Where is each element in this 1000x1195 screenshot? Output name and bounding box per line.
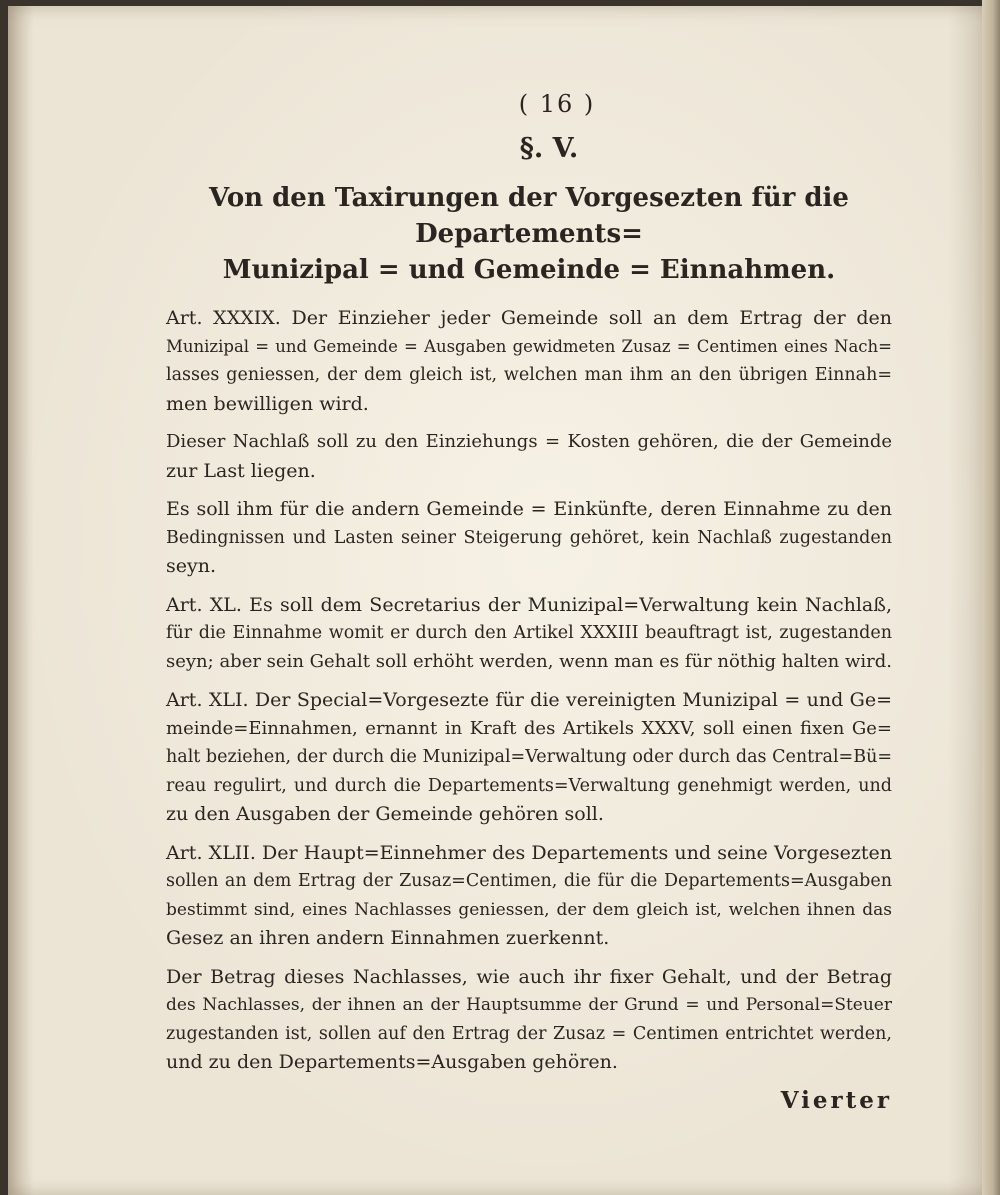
- text-line: Art. XLII. Der Haupt=Einnehmer des Departements und seine Vorgesezten: [166, 841, 892, 864]
- paragraph-betrag: [166, 963, 892, 1077]
- text-line: Der Betrag dieses Nachlasses, wie auch ihr fixer Gehalt, und der Betrag: [166, 965, 892, 988]
- text-line: Munizipal = und Gemeinde = Ausgaben gewidmeten Zusaz = Centimen eines Nach=: [166, 336, 892, 356]
- section-heading: §. V.: [519, 133, 579, 164]
- text-line: halt beziehen, der durch die Munizipal=Verwaltung oder durch das Central=Bü=: [166, 747, 892, 767]
- paragraph-einkuenfte: [166, 495, 892, 581]
- text-line: seyn.: [166, 555, 217, 577]
- text-line: Bedingnissen und Lasten seiner Steigerung gehöret, kein Nachlaß zugestanden: [166, 527, 892, 548]
- text-line: zu den Ausgaben der Gemeinde gehören soll.: [166, 803, 604, 825]
- page-number: ( 16 ): [518, 90, 596, 118]
- text-line: sollen an dem Ertrag der Zusaz=Centimen, die für die Departements=Ausgaben: [166, 871, 892, 891]
- text-line: Art. XLI. Der Special=Vorgesezte für die vereinigten Munizipal = und Ge=: [166, 689, 892, 711]
- text-line: für die Einnahme womit er durch den Artikel XXXIII beauftragt ist, zugestanden: [166, 623, 892, 643]
- text-line: lasses geniessen, der dem gleich ist, welchen man ihm an den übrigen Einnah=: [166, 365, 892, 385]
- text-line: seyn; aber sein Gehalt soll erhöht werden, wenn man es für nöthig halten wird.: [166, 650, 892, 672]
- text-line: Gesez an ihren andern Einnahmen zuerkennt.: [166, 927, 610, 949]
- catchword: Vierter: [780, 1086, 892, 1114]
- paragraph-art-xlii: [166, 839, 892, 953]
- paragraph-nachlass: [166, 428, 892, 485]
- text-line: bestimmt sind, eines Nachlasses geniessen, der dem gleich ist, welchen ihnen das: [166, 899, 892, 920]
- text-line: und zu den Departements=Ausgaben gehören.: [166, 1051, 618, 1073]
- page-text-block: [166, 84, 892, 1114]
- book-page: [8, 6, 990, 1195]
- text-line: zugestanden ist, sollen auf den Ertrag der Zusaz = Centimen entrichtet werden,: [166, 1023, 892, 1044]
- paragraph-art-xli: [166, 686, 892, 829]
- section-title: [166, 180, 892, 288]
- text-line: Es soll ihm für die andern Gemeinde = Einkünfte, deren Einnahme zu den: [166, 498, 892, 520]
- text-line: Art. XXXIX. Der Einzieher jeder Gemeinde soll an dem Ertrag der den: [166, 307, 892, 329]
- page-edge: [982, 0, 1000, 1195]
- text-line: Art. XL. Es soll dem Secretarius der Munizipal=Verwaltung kein Nachlaß,: [166, 593, 892, 616]
- text-line: men bewilligen wird.: [166, 392, 369, 415]
- paragraph-art-xl: [166, 591, 892, 677]
- section-title-line: Von den Taxirungen der Vorgesezten für die Departements=: [209, 183, 849, 249]
- text-line: Dieser Nachlaß soll zu den Einziehungs = Kosten gehören, die der Gemeinde: [166, 431, 892, 452]
- paragraph-art-xxxix: [166, 304, 892, 418]
- text-line: reau regulirt, und durch die Departements=Verwaltung genehmigt werden, und: [166, 775, 892, 796]
- text-line: meinde=Einnahmen, ernannt in Kraft des Artikels XXXV, soll einen fixen Ge=: [166, 717, 892, 739]
- text-line: zur Last liegen.: [166, 459, 316, 482]
- section-title-line: Munizipal = und Gemeinde = Einnahmen.: [222, 255, 836, 285]
- text-line: des Nachlasses, der ihnen an der Hauptsumme der Grund = und Personal=Steuer: [166, 995, 892, 1015]
